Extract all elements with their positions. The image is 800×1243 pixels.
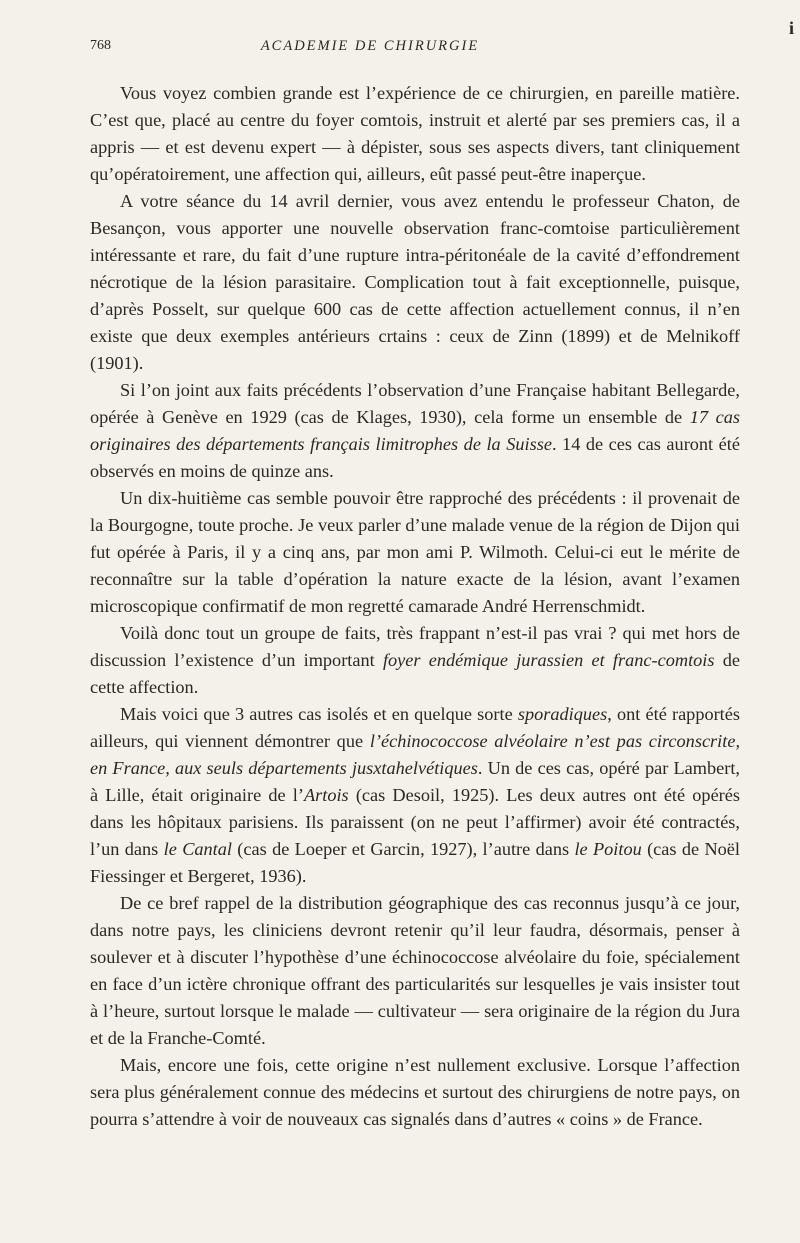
text-run: De ce bref rappel de la distribution géographique des cas reconnus jusqu’à ce jour, dans notre pays, les cliniciens devront retenir qu’il leur faudra, désormais, penser à soulever et à discuter l’hypothèse d’une échinococcose alvéolaire du foie, spécialement en face d’un ictère chronique offrant des particularités sur lesquelles je vais insister tout à l’heure, surtout lorsque le malade — cultivateur — sera originaire de la région du Jura et de la Franche-Comté. xyxy=(90,893,740,1048)
italic-text: Artois xyxy=(303,785,349,805)
text-run: Mais, encore une fois, cette origine n’est nullement exclusive. Lorsque l’affection sera plus généralement connue des médecins et surtout des chirurgiens de notre pays, on pourra s’attendre à voir de nouveaux cas signalés dans d’autres « coins » de France. xyxy=(90,1055,740,1129)
paragraph xyxy=(90,890,740,1052)
body-text xyxy=(90,80,740,1133)
text-run: , ont été rapportés ailleurs, qui viennent démontrer que xyxy=(90,704,740,751)
text-run: Voilà donc tout un groupe de faits, très frappant n’est-il pas vrai ? qui met hors de discussion l’existence d’un important xyxy=(90,623,740,670)
text-run: de cette affection. xyxy=(90,650,740,697)
italic-text: l’échinococcose alvéolaire n’est pas circonscrite, en France, aux seuls départements jusxtahelvétiques xyxy=(90,731,741,778)
paragraph xyxy=(90,188,740,377)
text-run: Un dix-huitième cas semble pouvoir être rapproché des précédents : il provenait de la Bourgogne, toute proche. Je veux parler d’une malade venue de la région de Dijon qui fut opérée à Paris, il y a cinq ans, par mon ami P. Wilmoth. Celui-ci eut le mérite de reconnaître sur la table d’opération la nature exacte de la lésion, avant l’examen microscopique confirmatif de mon regretté camarade André Herrenschmidt. xyxy=(90,488,740,616)
text-run: . 14 de ces cas auront été observés en moins de quinze ans. xyxy=(90,434,740,481)
running-title: ACADEMIE DE CHIRURGIE xyxy=(260,38,480,54)
text-run: Si l’on joint aux faits précédents l’observation d’une Française habitant Bellegarde, opérée à Genève en 1929 (cas de Klages, 1930), cela forme un ensemble de xyxy=(90,380,740,427)
italic-text: le Cantal xyxy=(163,839,232,859)
corner-mark: i xyxy=(788,18,794,38)
paragraph xyxy=(90,80,740,188)
text-run: Vous voyez combien grande est l’expérience de ce chirurgien, en pareille matière. C’est que, placé au centre du foyer comtois, instruit et alerté par ses premiers cas, il a appris — et est devenu expert — à dépister, sous ses aspects divers, tant cliniquement qu’opératoirement, une affection qui, ailleurs, eût passé peut-être inaperçue. xyxy=(90,83,740,184)
text-run: Mais voici que 3 autres cas isolés et en quelque sorte xyxy=(120,704,518,724)
paragraph xyxy=(90,1052,740,1133)
paragraph xyxy=(90,701,740,890)
text-run: A votre séance du 14 avril dernier, vous avez entendu le professeur Chaton, de Besançon, vous apporter une nouvelle observation franc-comtoise particulièrement intéressante et rare, du fait d’une rupture intra-péritonéale de la cavité d’effondrement nécrotique de la lésion parasitaire. Complication tout à fait exceptionnelle, puisque, d’après Posselt, sur quelque 600 cas de cette affection actuellement connus, il n’en existe que deux exemples antérieurs crtains : ceux de Zinn (1899) et de Melnikoff (1901). xyxy=(90,191,740,373)
page-header xyxy=(90,38,740,60)
text-run: (cas de Loeper et Garcin, 1927), l’autre dans xyxy=(231,839,575,859)
italic-text: 17 cas originaires des départements français limitrophes de la Suisse xyxy=(90,407,740,454)
italic-text: le Poitou xyxy=(574,839,642,859)
text-run: (cas de Noël Fiessinger et Bergeret, 1936). xyxy=(90,839,740,886)
paragraph xyxy=(90,377,740,485)
text-run: . Un de ces cas, opéré par Lambert, à Lille, était originaire de l’ xyxy=(90,758,740,805)
paragraph xyxy=(90,485,740,620)
page-number: 768 xyxy=(90,38,111,53)
italic-text: foyer endémique jurassien et franc-comtois xyxy=(382,650,715,670)
italic-text: sporadiques xyxy=(517,704,608,724)
text-run: (cas Desoil, 1925). Les deux autres ont été opérés dans les hôpitaux parisiens. Ils paraissent (on ne peut l’affirmer) avoir été contractés, l’un dans xyxy=(90,785,740,859)
paragraph xyxy=(90,620,740,701)
